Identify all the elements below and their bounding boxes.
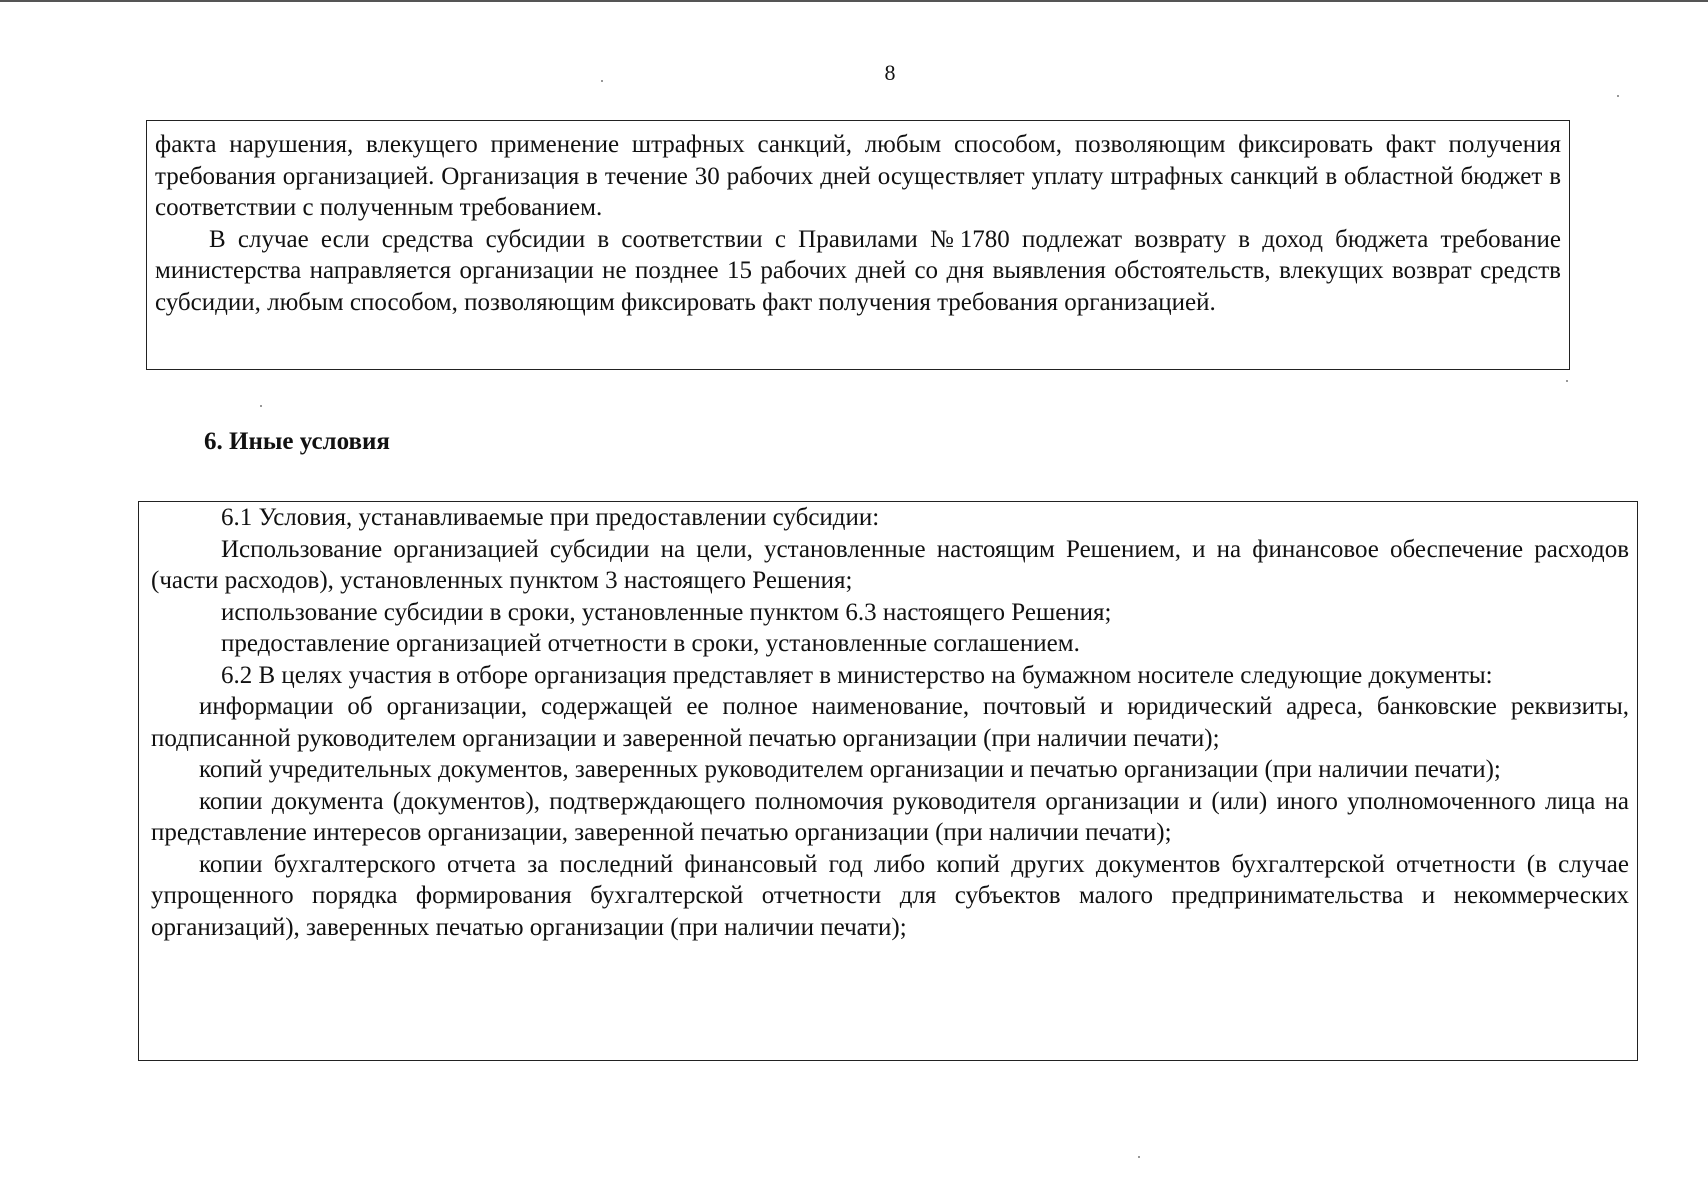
scan-speck: [1566, 380, 1568, 382]
scan-speck: [260, 405, 262, 407]
text-box-penalties: [146, 120, 1570, 370]
section-heading-other-conditions: 6. Иные условия: [204, 428, 390, 455]
scan-speck: [601, 80, 603, 82]
paragraph-6-1-title: 6.1 Условия, устанавливаемые при предоставлении субсидии:: [221, 504, 880, 531]
text-box-other-conditions: [138, 501, 1638, 1061]
list-item-authority-documents: копии документа (документов), подтверждающего полномочия руководителя организации и (или) иного уполномоченного лица на представление интересов организации, заверенной печатью организации (при наличии печати);: [151, 787, 1629, 846]
list-item-founding-documents: копий учредительных документов, заверенных руководителем организации и печатью организации (при наличии печати);: [199, 756, 1501, 783]
list-item-accounting-report: копии бухгалтерского отчета за последний финансовый год либо копий других документов бухгалтерской отчетности (в случае упрощенного порядка формирования бухгалтерской отчетности для субъектов малого предпринимательства и некоммерческих организаций), заверенных печатью организации (при наличии печати);: [151, 850, 1629, 941]
scan-speck: [1138, 1156, 1140, 1158]
paragraph-subsidy-use-purposes: Использование организацией субсидии на цели, установленные настоящим Решением, и на финансовое обеспечение расходов (части расходов), установленных пунктом 3 настоящего Решения;: [151, 535, 1629, 594]
paragraph-penalty-payment: факта нарушения, влекущего применение штрафных санкций, любым способом, позволяющим фиксировать факт получения требования организацией. Организация в течение 30 рабочих дней осуществляет уплату штрафных санкций в областной бюджет в соответствии с полученным требованием.: [155, 131, 1561, 221]
paragraph-reporting-terms: предоставление организацией отчетности в сроки, установленные соглашением.: [221, 630, 1080, 657]
scan-speck: [1617, 95, 1619, 97]
paragraph-6-2-documents: 6.2 В целях участия в отборе организация представляет в министерство на бумажном носителе следующие документы:: [221, 661, 1493, 689]
list-item-organization-info: информации об организации, содержащей ее полное наименование, почтовый и юридический адреса, банковские реквизиты, подписанной руководителем организации и заверенной печатью организации (при наличии печати);: [151, 693, 1629, 752]
page-number: 8: [884, 60, 896, 85]
paragraph-subsidy-use-terms: использование субсидии в сроки, установленные пунктом 6.3 настоящего Решения;: [221, 598, 1112, 626]
page-top-edge: [0, 0, 1708, 2]
paragraph-subsidy-return: В случае если средства субсидии в соответствии с Правилами №1780 подлежат возврату в доход бюджета требование министерства направляется организации не позднее 15 рабочих дней со дня выявления обстоятельств, влекущих возврат средств субсидии, любым способом, позволяющим фиксировать факт получения требования организацией.: [155, 225, 1561, 316]
